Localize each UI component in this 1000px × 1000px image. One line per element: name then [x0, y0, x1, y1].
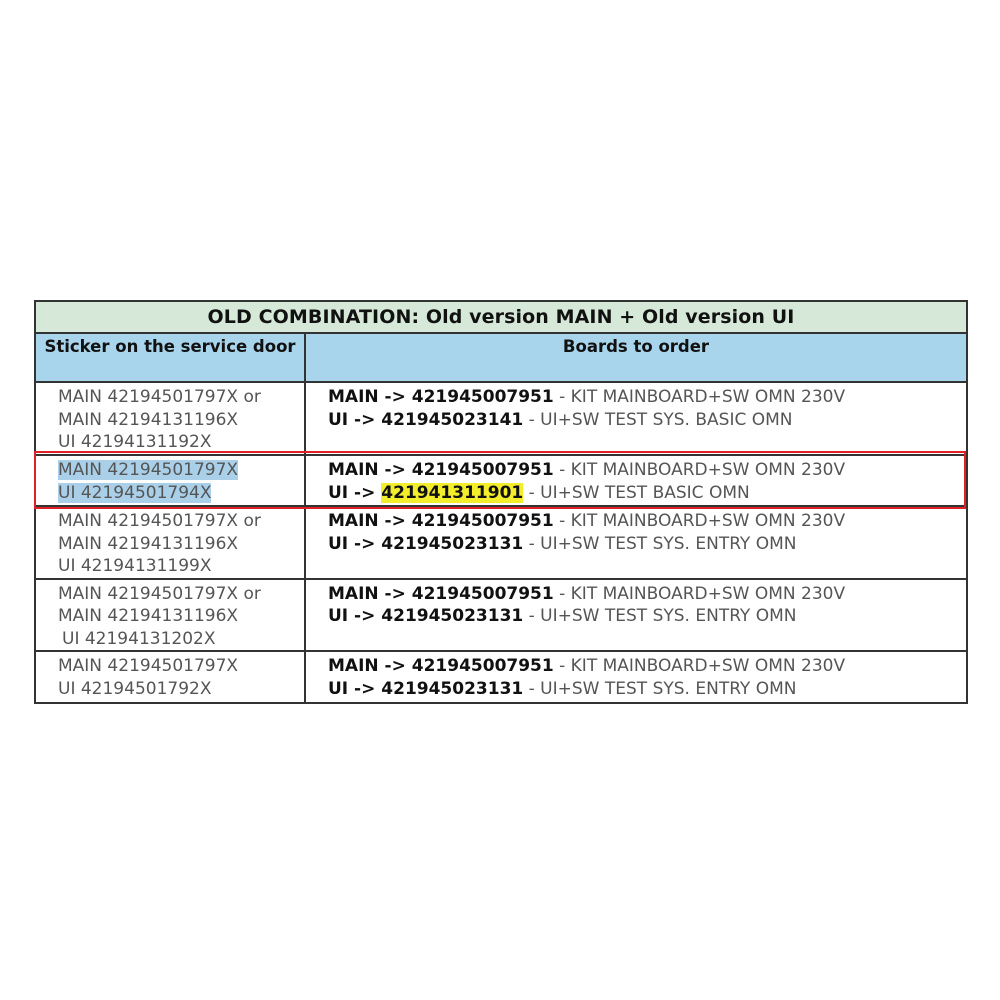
sticker-line: MAIN 42194131196X: [58, 606, 239, 626]
board-line-ui: [328, 605, 966, 628]
board-code: 421945023131: [381, 533, 524, 554]
boards-cell: [305, 579, 967, 652]
board-code: 421945007951: [411, 583, 554, 604]
board-line-ui: [328, 409, 966, 432]
board-code-highlight: 421941311901: [381, 482, 524, 503]
board-line-main: [328, 510, 966, 533]
sticker-highlight: UI 42194501794X: [58, 482, 212, 503]
board-desc: - KIT MAINBOARD+SW OMN 230V: [553, 583, 846, 604]
board-line-main: [328, 386, 966, 409]
table-row: [35, 651, 967, 703]
board-prefix: MAIN ->: [328, 460, 412, 480]
header-sticker: Sticker on the service door: [35, 333, 305, 382]
sticker-cell: [35, 382, 305, 455]
table-row: [35, 506, 967, 579]
sticker-line: MAIN 42194131196X: [58, 409, 239, 430]
board-line-main: [328, 459, 966, 482]
board-prefix: UI ->: [328, 533, 382, 554]
board-desc: - KIT MAINBOARD+SW OMN 230V: [553, 511, 846, 531]
board-line-main: [328, 583, 966, 606]
board-desc: - KIT MAINBOARD+SW OMN 230V: [553, 656, 846, 676]
board-prefix: MAIN ->: [328, 511, 412, 531]
boards-cell: [305, 651, 967, 703]
sticker-line: UI 42194131202X: [62, 628, 216, 649]
board-prefix: MAIN ->: [328, 387, 412, 407]
table-row: [35, 382, 967, 455]
table-title: OLD COMBINATION: Old version MAIN + Old version UI: [35, 301, 967, 333]
board-code: 421945007951: [411, 656, 554, 676]
board-line-ui: [328, 482, 966, 505]
boards-cell: [305, 382, 967, 455]
board-line-ui: [328, 678, 966, 701]
boards-cell: [305, 506, 967, 579]
sticker-line: MAIN 42194501797X or: [58, 583, 261, 604]
board-prefix: MAIN ->: [328, 656, 412, 676]
sticker-line: MAIN 42194501797X: [58, 656, 239, 676]
sticker-cell: [35, 455, 305, 506]
board-prefix: UI ->: [328, 606, 382, 626]
table-row-highlighted: [35, 455, 967, 506]
sticker-line: MAIN 42194501797X or: [58, 387, 261, 407]
board-line-main: [328, 655, 966, 678]
header-boards: Boards to order: [305, 333, 967, 382]
sticker-line: UI 42194131199X: [58, 556, 212, 576]
board-code: 421945023141: [381, 409, 524, 430]
board-desc: - UI+SW TEST SYS. ENTRY OMN: [523, 606, 797, 626]
sticker-cell: [35, 506, 305, 579]
sticker-line: UI 42194501792X: [58, 678, 212, 699]
board-desc: - UI+SW TEST SYS. BASIC OMN: [523, 409, 793, 430]
sticker-line: UI 42194131192X: [58, 432, 212, 452]
sticker-cell: [35, 651, 305, 703]
board-code: 421945007951: [411, 387, 554, 407]
board-desc: - UI+SW TEST SYS. ENTRY OMN: [523, 678, 797, 699]
board-code: 421945023131: [381, 606, 524, 626]
board-prefix: MAIN ->: [328, 583, 412, 604]
table-row: [35, 579, 967, 652]
sticker-cell: [35, 579, 305, 652]
board-code: 421945007951: [411, 460, 554, 480]
board-desc: - KIT MAINBOARD+SW OMN 230V: [553, 387, 846, 407]
sticker-line: [58, 459, 304, 482]
board-prefix: UI ->: [328, 409, 382, 430]
board-line-ui: [328, 533, 966, 556]
board-code: 421945007951: [411, 511, 554, 531]
board-prefix: UI ->: [328, 482, 382, 503]
sticker-line: [58, 482, 304, 505]
board-desc: - UI+SW TEST BASIC OMN: [523, 482, 750, 503]
boards-cell: [305, 455, 967, 506]
combination-table: [34, 300, 968, 704]
sticker-line: MAIN 42194131196X: [58, 533, 239, 554]
board-desc: - KIT MAINBOARD+SW OMN 230V: [553, 460, 846, 480]
board-prefix: UI ->: [328, 678, 382, 699]
sticker-line: MAIN 42194501797X or: [58, 511, 261, 531]
board-desc: - UI+SW TEST SYS. ENTRY OMN: [523, 533, 797, 554]
sticker-highlight: MAIN 42194501797X: [58, 460, 239, 480]
board-code: 421945023131: [381, 678, 524, 699]
